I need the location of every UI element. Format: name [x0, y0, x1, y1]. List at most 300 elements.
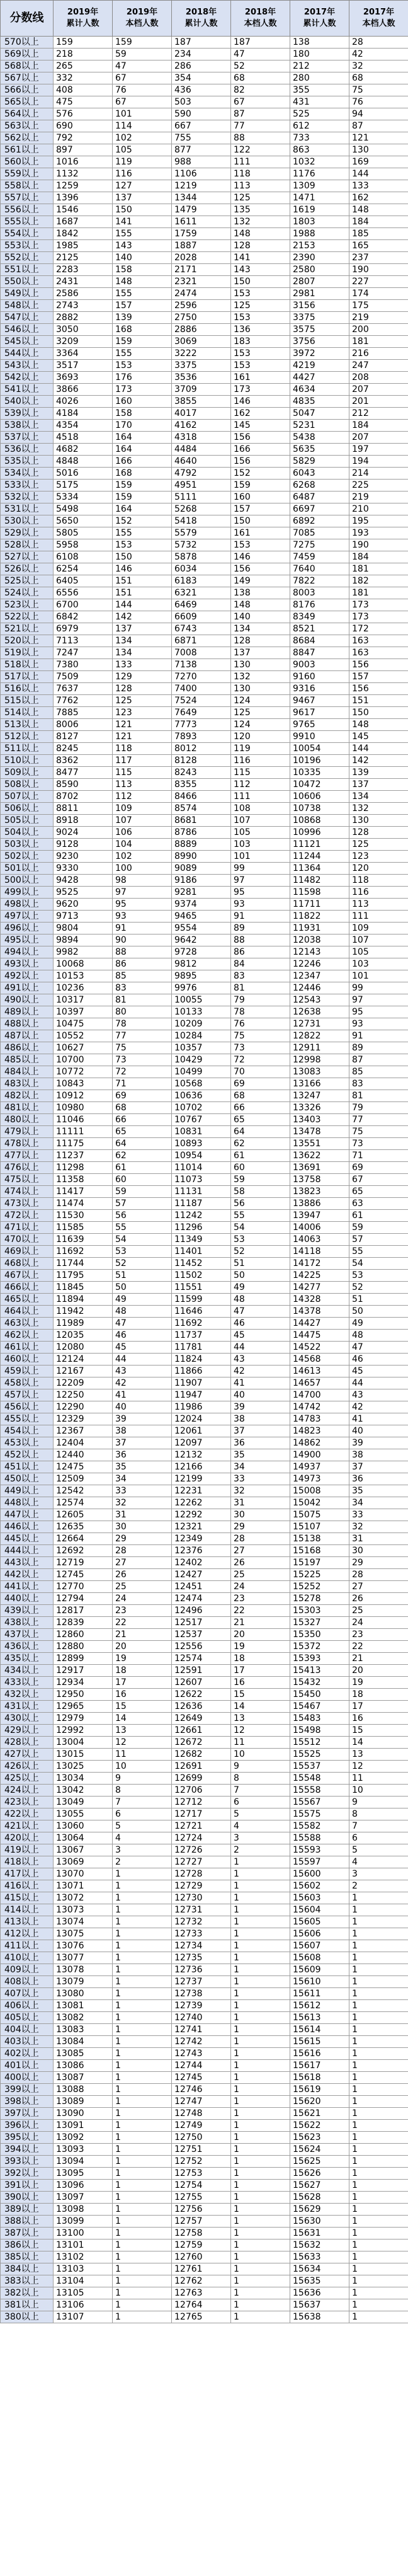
value-cell: 15623	[290, 2132, 349, 2144]
value-cell: 195	[349, 515, 408, 527]
value-cell: 125	[231, 707, 290, 719]
score-cell: 538以上	[1, 420, 54, 432]
score-cell: 554以上	[1, 228, 54, 240]
value-cell: 1	[349, 1952, 408, 1964]
score-cell: 486以上	[1, 1042, 54, 1054]
value-cell: 1	[231, 2263, 290, 2275]
value-cell: 1	[231, 2132, 290, 2144]
value-cell: 1	[231, 2251, 290, 2263]
value-cell: 13551	[290, 1138, 349, 1150]
value-cell: 12290	[54, 1401, 113, 1413]
value-cell: 13107	[54, 2311, 113, 2323]
value-cell: 11551	[172, 1282, 231, 1294]
value-cell: 36	[113, 1449, 172, 1461]
score-cell: 489以上	[1, 1006, 54, 1018]
value-cell: 7085	[290, 527, 349, 539]
value-cell: 42	[349, 1401, 408, 1413]
value-cell: 156	[231, 563, 290, 575]
value-cell: 101	[113, 108, 172, 120]
value-cell: 1	[349, 2275, 408, 2287]
value-cell: 148	[231, 599, 290, 611]
value-cell: 75	[113, 1042, 172, 1054]
table-row	[1, 1509, 408, 1521]
value-cell: 9812	[172, 958, 231, 970]
value-cell: 13083	[54, 2024, 113, 2036]
value-cell: 13034	[54, 1773, 113, 1785]
table-row	[1, 1581, 408, 1593]
value-cell: 2596	[172, 300, 231, 312]
value-cell: 48	[231, 1294, 290, 1306]
table-row	[1, 1856, 408, 1868]
value-cell: 113	[231, 180, 290, 192]
value-cell: 13104	[54, 2275, 113, 2287]
value-cell: 61	[349, 1210, 408, 1222]
score-cell: 496以上	[1, 923, 54, 934]
value-cell: 9728	[172, 946, 231, 958]
value-cell: 2	[113, 1856, 172, 1868]
value-cell: 12691	[172, 1761, 231, 1773]
value-cell: 2807	[290, 276, 349, 288]
score-cell: 529以上	[1, 527, 54, 539]
value-cell: 65	[349, 1186, 408, 1198]
value-cell: 5	[231, 1808, 290, 1820]
table-row	[1, 1437, 408, 1449]
value-cell: 159	[54, 37, 113, 49]
value-cell: 227	[349, 276, 408, 288]
value-cell: 20	[231, 1629, 290, 1641]
value-cell: 1259	[54, 180, 113, 192]
score-cell: 403以上	[1, 2036, 54, 2048]
value-cell: 12751	[172, 2144, 231, 2156]
table-row	[1, 2299, 408, 2311]
value-cell: 7509	[54, 671, 113, 683]
table-row	[1, 37, 408, 49]
table-row	[1, 1689, 408, 1701]
value-cell: 51	[231, 1258, 290, 1270]
value-cell: 8574	[172, 803, 231, 815]
value-cell: 5016	[54, 468, 113, 480]
value-cell: 19	[349, 1677, 408, 1689]
value-cell: 219	[349, 492, 408, 503]
value-cell: 12451	[172, 1581, 231, 1593]
value-cell: 180	[290, 49, 349, 60]
value-cell: 130	[231, 683, 290, 695]
value-cell: 1	[113, 2060, 172, 2072]
table-row	[1, 2012, 408, 2024]
value-cell: 1	[231, 2012, 290, 2024]
value-cell: 127	[113, 180, 172, 192]
value-cell: 14427	[290, 1318, 349, 1330]
value-cell: 11598	[290, 887, 349, 899]
value-cell: 23	[231, 1593, 290, 1605]
value-cell: 4634	[290, 384, 349, 396]
value-cell: 30	[231, 1509, 290, 1521]
value-cell: 79	[349, 1102, 408, 1114]
value-cell: 86	[113, 958, 172, 970]
score-cell: 439以上	[1, 1605, 54, 1617]
value-cell: 212	[349, 408, 408, 420]
value-cell: 436	[172, 84, 231, 96]
score-cell: 394以上	[1, 2144, 54, 2156]
value-cell: 117	[113, 755, 172, 767]
table-row	[1, 839, 408, 851]
score-cell: 560以上	[1, 156, 54, 168]
table-row	[1, 1126, 408, 1138]
value-cell: 22	[113, 1617, 172, 1629]
value-cell: 89	[231, 923, 290, 934]
value-cell: 158	[113, 264, 172, 276]
value-cell: 31	[113, 1509, 172, 1521]
value-cell: 153	[113, 539, 172, 551]
score-cell: 381以上	[1, 2299, 54, 2311]
value-cell: 73	[113, 1054, 172, 1066]
table-row	[1, 1521, 408, 1533]
value-cell: 1	[231, 2144, 290, 2156]
value-cell: 15197	[290, 1557, 349, 1569]
value-cell: 3693	[54, 372, 113, 384]
value-cell: 13088	[54, 2084, 113, 2096]
value-cell: 42	[231, 1366, 290, 1377]
score-cell: 441以上	[1, 1581, 54, 1593]
table-row	[1, 384, 408, 396]
value-cell: 132	[231, 216, 290, 228]
value-cell: 121	[113, 731, 172, 743]
value-cell: 8	[231, 1773, 290, 1785]
value-cell: 5	[349, 1844, 408, 1856]
score-cell: 567以上	[1, 72, 54, 84]
table-row	[1, 49, 408, 60]
score-cell: 525以上	[1, 575, 54, 587]
table-body	[1, 37, 408, 2323]
table-row	[1, 168, 408, 180]
value-cell: 53	[113, 1246, 172, 1258]
value-cell: 1	[113, 1916, 172, 1928]
score-cell: 391以上	[1, 2180, 54, 2192]
value-cell: 12744	[172, 2060, 231, 2072]
value-cell: 1	[231, 1904, 290, 1916]
value-cell: 12728	[172, 1868, 231, 1880]
value-cell: 111	[231, 156, 290, 168]
value-cell: 99	[349, 982, 408, 994]
value-cell: 3855	[172, 396, 231, 408]
value-cell: 12747	[172, 2096, 231, 2108]
score-cell: 558以上	[1, 180, 54, 192]
table-row	[1, 731, 408, 743]
value-cell: 140	[231, 611, 290, 623]
value-cell: 165	[349, 240, 408, 252]
value-cell: 146	[231, 396, 290, 408]
value-cell: 14063	[290, 1234, 349, 1246]
score-cell: 557以上	[1, 192, 54, 204]
value-cell: 123	[349, 851, 408, 863]
value-cell: 2283	[54, 264, 113, 276]
value-cell: 8128	[172, 755, 231, 767]
value-cell: 10236	[54, 982, 113, 994]
score-cell: 559以上	[1, 168, 54, 180]
value-cell: 76	[349, 96, 408, 108]
value-cell: 12860	[54, 1629, 113, 1641]
score-cell: 523以上	[1, 599, 54, 611]
score-cell: 505以上	[1, 815, 54, 827]
value-cell: 86	[231, 946, 290, 958]
value-cell: 28	[349, 1569, 408, 1581]
score-cell: 547以上	[1, 312, 54, 324]
header-2019-segment: 2019年 本档人数	[113, 1, 172, 37]
value-cell: 2981	[290, 288, 349, 300]
value-cell: 15603	[290, 1892, 349, 1904]
value-cell: 8006	[54, 719, 113, 731]
score-cell: 472以上	[1, 1210, 54, 1222]
value-cell: 47	[231, 49, 290, 60]
value-cell: 97	[231, 875, 290, 887]
score-cell: 512以上	[1, 731, 54, 743]
value-cell: 3	[113, 1844, 172, 1856]
value-cell: 15617	[290, 2060, 349, 2072]
table-row	[1, 2132, 408, 2144]
value-cell: 216	[349, 348, 408, 360]
value-cell: 6697	[290, 503, 349, 515]
value-cell: 15372	[290, 1641, 349, 1653]
score-cell: 407以上	[1, 1988, 54, 2000]
value-cell: 174	[349, 288, 408, 300]
value-cell: 612	[290, 120, 349, 132]
value-cell: 8918	[54, 815, 113, 827]
value-cell: 183	[231, 336, 290, 348]
value-cell: 46	[231, 1318, 290, 1330]
value-cell: 193	[349, 527, 408, 539]
value-cell: 88	[113, 946, 172, 958]
value-cell: 12638	[290, 1006, 349, 1018]
value-cell: 11187	[172, 1198, 231, 1210]
value-cell: 12712	[172, 1797, 231, 1808]
table-row	[1, 527, 408, 539]
value-cell: 5268	[172, 503, 231, 515]
value-cell: 38	[231, 1413, 290, 1425]
value-cell: 47	[231, 1306, 290, 1318]
value-cell: 15252	[290, 1581, 349, 1593]
value-cell: 32	[113, 1497, 172, 1509]
value-cell: 1	[349, 2012, 408, 2024]
value-cell: 15512	[290, 1737, 349, 1749]
value-cell: 23	[113, 1605, 172, 1617]
score-cell: 426以上	[1, 1761, 54, 1773]
value-cell: 156	[231, 456, 290, 468]
table-row	[1, 2228, 408, 2240]
value-cell: 27	[231, 1545, 290, 1557]
value-cell: 15632	[290, 2240, 349, 2251]
score-cell: 495以上	[1, 934, 54, 946]
value-cell: 525	[290, 108, 349, 120]
value-cell: 10196	[290, 755, 349, 767]
value-cell: 12672	[172, 1737, 231, 1749]
value-cell: 1759	[172, 228, 231, 240]
value-cell: 11121	[290, 839, 349, 851]
score-cell: 433以上	[1, 1677, 54, 1689]
value-cell: 66	[231, 1102, 290, 1114]
value-cell: 3536	[172, 372, 231, 384]
value-cell: 84	[231, 958, 290, 970]
value-cell: 119	[113, 156, 172, 168]
value-cell: 4484	[172, 444, 231, 456]
value-cell: 15622	[290, 2120, 349, 2132]
value-cell: 43	[231, 1354, 290, 1366]
value-cell: 12543	[290, 994, 349, 1006]
value-cell: 94	[349, 108, 408, 120]
value-cell: 15626	[290, 2168, 349, 2180]
value-cell: 125	[231, 192, 290, 204]
score-cell: 534以上	[1, 468, 54, 480]
value-cell: 13823	[290, 1186, 349, 1198]
value-cell: 97	[113, 887, 172, 899]
value-cell: 102	[113, 851, 172, 863]
value-cell: 4026	[54, 396, 113, 408]
value-cell: 2153	[290, 240, 349, 252]
value-cell: 12574	[172, 1653, 231, 1665]
value-cell: 1	[349, 2240, 408, 2251]
value-cell: 11502	[172, 1270, 231, 1282]
value-cell: 12542	[54, 1485, 113, 1497]
table-row	[1, 1808, 408, 1820]
value-cell: 37	[231, 1425, 290, 1437]
value-cell: 116	[349, 887, 408, 899]
value-cell: 64	[113, 1138, 172, 1150]
value-cell: 12731	[290, 1018, 349, 1030]
value-cell: 116	[113, 168, 172, 180]
value-cell: 1	[349, 1940, 408, 1952]
value-cell: 13105	[54, 2287, 113, 2299]
value-cell: 4682	[54, 444, 113, 456]
value-cell: 30	[349, 1545, 408, 1557]
table-row	[1, 1282, 408, 1294]
score-cell: 457以上	[1, 1389, 54, 1401]
value-cell: 1619	[290, 204, 349, 216]
score-cell: 541以上	[1, 384, 54, 396]
score-cell: 389以上	[1, 2204, 54, 2216]
value-cell: 109	[113, 803, 172, 815]
value-cell: 12537	[172, 1629, 231, 1641]
value-cell: 1	[349, 2168, 408, 2180]
table-row	[1, 863, 408, 875]
value-cell: 9894	[54, 934, 113, 946]
value-cell: 12998	[290, 1054, 349, 1066]
score-cell: 509以上	[1, 767, 54, 779]
table-row	[1, 994, 408, 1006]
value-cell: 150	[113, 204, 172, 216]
value-cell: 9713	[54, 911, 113, 923]
score-cell: 542以上	[1, 372, 54, 384]
value-cell: 10738	[290, 803, 349, 815]
value-cell: 408	[54, 84, 113, 96]
header-2018-segment: 2018年 本档人数	[231, 1, 290, 37]
score-cell: 447以上	[1, 1509, 54, 1521]
table-row	[1, 1030, 408, 1042]
value-cell: 12752	[172, 2156, 231, 2168]
value-cell: 68	[113, 1102, 172, 1114]
value-cell: 153	[231, 539, 290, 551]
value-cell: 3709	[172, 384, 231, 396]
score-cell: 431以上	[1, 1701, 54, 1713]
value-cell: 141	[231, 252, 290, 264]
value-cell: 1479	[172, 204, 231, 216]
value-cell: 130	[349, 815, 408, 827]
value-cell: 4835	[290, 396, 349, 408]
value-cell: 12	[113, 1737, 172, 1749]
value-cell: 1	[231, 2120, 290, 2132]
table-row	[1, 1593, 408, 1605]
table-row	[1, 899, 408, 911]
value-cell: 10472	[290, 779, 349, 791]
table-row	[1, 1174, 408, 1186]
score-cell: 468以上	[1, 1258, 54, 1270]
value-cell: 5498	[54, 503, 113, 515]
score-cell: 475以上	[1, 1174, 54, 1186]
table-row	[1, 456, 408, 468]
value-cell: 1	[231, 1880, 290, 1892]
table-row	[1, 911, 408, 923]
table-row	[1, 647, 408, 659]
table-row	[1, 946, 408, 958]
value-cell: 10954	[172, 1150, 231, 1162]
value-cell: 1	[349, 2180, 408, 2192]
value-cell: 19	[113, 1653, 172, 1665]
score-cell: 416以上	[1, 1880, 54, 1892]
header-2018-total: 2018年 累计人数	[172, 1, 231, 37]
value-cell: 160	[113, 396, 172, 408]
value-cell: 101	[231, 851, 290, 863]
table-row	[1, 958, 408, 970]
value-cell: 156	[349, 683, 408, 695]
value-cell: 9128	[54, 839, 113, 851]
value-cell: 988	[172, 156, 231, 168]
value-cell: 9	[231, 1761, 290, 1773]
value-cell: 12250	[54, 1389, 113, 1401]
score-cell: 437以上	[1, 1629, 54, 1641]
value-cell: 10284	[172, 1030, 231, 1042]
score-cell: 526以上	[1, 563, 54, 575]
value-cell: 135	[231, 204, 290, 216]
value-cell: 13096	[54, 2180, 113, 2192]
value-cell: 8127	[54, 731, 113, 743]
table-row	[1, 396, 408, 408]
value-cell: 11692	[172, 1318, 231, 1330]
value-cell: 184	[349, 420, 408, 432]
score-cell: 409以上	[1, 1964, 54, 1976]
value-cell: 17	[349, 1701, 408, 1713]
value-cell: 13093	[54, 2144, 113, 2156]
value-cell: 150	[231, 515, 290, 527]
table-row	[1, 180, 408, 192]
value-cell: 14328	[290, 1294, 349, 1306]
value-cell: 12934	[54, 1677, 113, 1689]
score-cell: 451以上	[1, 1461, 54, 1473]
value-cell: 12061	[172, 1425, 231, 1437]
value-cell: 1	[113, 2036, 172, 2048]
value-cell: 1	[113, 1892, 172, 1904]
value-cell: 5958	[54, 539, 113, 551]
value-cell: 2750	[172, 312, 231, 324]
value-cell: 8702	[54, 791, 113, 803]
value-cell: 9976	[172, 982, 231, 994]
value-cell: 141	[113, 216, 172, 228]
score-cell: 565以上	[1, 96, 54, 108]
value-cell: 8	[349, 1808, 408, 1820]
value-cell: 9316	[290, 683, 349, 695]
value-cell: 1	[231, 2240, 290, 2251]
table-row	[1, 1916, 408, 1928]
value-cell: 1	[349, 2287, 408, 2299]
score-cell: 429以上	[1, 1725, 54, 1737]
value-cell: 56	[113, 1210, 172, 1222]
